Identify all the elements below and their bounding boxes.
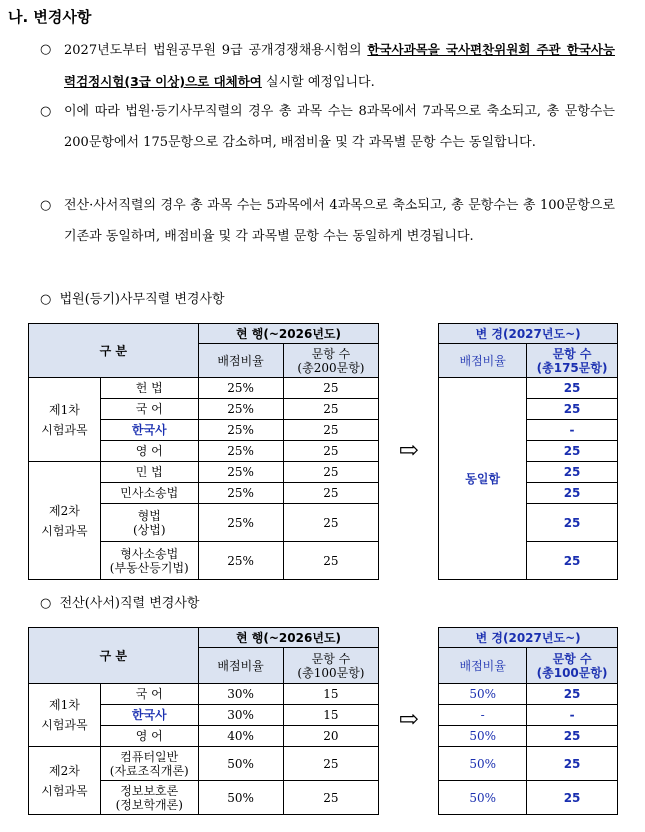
p3-text: 전산·사서직렬의 경우 총 과목 수는 5과목에서 4과목으로 축소되고, 총 문항수는 총 100문항으로 기존과 동일하며, 배점비율 및 각 과목별 문항 수는 동일하게 변경됩니다. — [64, 198, 615, 244]
table-cell: 20 — [283, 726, 379, 747]
table-cell: 국 어 — [100, 399, 198, 420]
paragraph-2 — [40, 96, 615, 158]
table-cell: 25 — [527, 542, 618, 580]
table-cell: 25 — [283, 399, 379, 420]
table-cell: 25% — [198, 399, 283, 420]
bullet: ○ — [40, 198, 52, 213]
header-count-new: 문항 수 (총175문항) — [527, 344, 618, 378]
arrow-icon: ⇨ — [398, 705, 419, 733]
table1-caption: ○ 법원(등기)사무직렬 변경사항 — [40, 292, 225, 307]
table-cell: 25 — [283, 483, 379, 504]
group-second: 제2차 시험과목 — [29, 462, 101, 580]
paragraph-1 — [40, 34, 615, 98]
table-cell: 25% — [198, 462, 283, 483]
table-cell: 15 — [283, 705, 379, 726]
table-cell: 한국사 — [100, 705, 198, 726]
table-cell: 25 — [283, 378, 379, 399]
header-ratio-new: 배점비율 — [439, 344, 527, 378]
header-ratio: 배점비율 — [198, 344, 283, 378]
table-cell: 25 — [527, 781, 618, 815]
p1-tail: 실시할 예정입니다. — [261, 75, 375, 90]
table-cell: 25 — [283, 420, 379, 441]
table-cell: 50% — [198, 747, 283, 781]
table-cell: 형사소송법 (부동산등기법) — [100, 542, 198, 580]
table-cell: 50% — [439, 726, 527, 747]
table-cell: 배점비율 — [439, 648, 527, 684]
table-cell: 25 — [527, 378, 618, 399]
table-cell: - — [439, 705, 527, 726]
table-cell: 25 — [283, 542, 379, 580]
table-cell: 25% — [198, 542, 283, 580]
table-cell: 25 — [527, 504, 618, 542]
table-cell: 25% — [198, 504, 283, 542]
arrow-icon: ⇨ — [398, 435, 419, 464]
paragraph-3 — [40, 190, 615, 252]
table-cell: 25% — [198, 483, 283, 504]
table-cell: 25% — [198, 441, 283, 462]
table-cell: 50% — [439, 747, 527, 781]
table-cell: 25 — [283, 504, 379, 542]
p1-text: 2027년도부터 법원공무원 9급 공개경쟁채용시험의 — [64, 43, 368, 58]
table-cell: 25 — [527, 399, 618, 420]
table-cell: 국 어 — [100, 684, 198, 705]
table-cell: 25 — [283, 462, 379, 483]
table-cell: 50% — [439, 684, 527, 705]
bullet: ○ — [40, 104, 52, 119]
table-it-librarian — [28, 627, 618, 815]
table-cell: 25% — [198, 420, 283, 441]
section-heading: 나. 변경사항 — [8, 8, 92, 26]
table-cell: 구 분 — [29, 628, 199, 684]
table-cell: 30% — [198, 684, 283, 705]
table-cell: 30% — [198, 705, 283, 726]
table-cell: 25 — [283, 441, 379, 462]
header-count-current: 문항 수 (총200문항) — [283, 344, 379, 378]
table-cell: 영 어 — [100, 441, 198, 462]
table-cell: 25 — [527, 441, 618, 462]
table-cell: 문항 수 (총100문항) — [527, 648, 618, 684]
table-cell — [379, 324, 439, 580]
table-cell: 한국사 — [100, 420, 198, 441]
table-cell: 제2차 시험과목 — [29, 747, 101, 815]
table-cell: 25 — [283, 747, 379, 781]
table-cell: 25 — [527, 462, 618, 483]
table-cell: 25 — [527, 747, 618, 781]
bullet: ○ — [40, 42, 52, 57]
same-cell: 동일함 — [439, 378, 527, 580]
table-cell: 변 경(2027년도~) — [439, 628, 618, 648]
header-changed: 변 경(2027년도~) — [439, 324, 618, 344]
table-cell: 25% — [198, 378, 283, 399]
table-cell: 50% — [198, 781, 283, 815]
p1-highlight: 한국사과목을 국사편찬위원회 주관 한국사능력검정시험(3급 이상)으로 대체하여 — [64, 42, 615, 89]
table-cell: 50% — [439, 781, 527, 815]
table-cell: 40% — [198, 726, 283, 747]
table-cell: 25 — [283, 781, 379, 815]
table-cell: 형법 (상법) — [100, 504, 198, 542]
table-cell: 25 — [527, 483, 618, 504]
table-cell: - — [527, 705, 618, 726]
table-cell: - — [527, 420, 618, 441]
table-cell: 민사소송법 — [100, 483, 198, 504]
table-cell: 민 법 — [100, 462, 198, 483]
table-cell: 15 — [283, 684, 379, 705]
table-cell: 영 어 — [100, 726, 198, 747]
table-cell: 배점비율 — [198, 648, 283, 684]
header-current: 현 행(~2026년도) — [198, 324, 379, 344]
table-cell: 컴퓨터일반 (자료조직개론) — [100, 747, 198, 781]
table2-caption: ○ 전산(사서)직렬 변경사항 — [40, 596, 200, 611]
group-first: 제1차 시험과목 — [29, 378, 101, 462]
table-court-clerk — [28, 323, 618, 580]
table-cell — [379, 628, 439, 815]
p2-text: 이에 따라 법원·등기사무직렬의 경우 총 과목 수는 8과목에서 7과목으로 축소되고, 총 문항수는 200문항에서 175문항으로 감소하며, 배점비율 및 각 과목별 문항 수는 동일합니다. — [64, 104, 615, 150]
table-cell: 25 — [527, 684, 618, 705]
table-cell: 현 행(~2026년도) — [198, 628, 379, 648]
header-gubun: 구 분 — [29, 324, 199, 378]
table-cell: 문항 수 (총100문항) — [283, 648, 379, 684]
table-cell: 제1차 시험과목 — [29, 684, 101, 747]
table-cell: 정보보호론 (정보학개론) — [100, 781, 198, 815]
subject-cell: 헌 법 — [100, 378, 198, 399]
table-cell: 25 — [527, 726, 618, 747]
